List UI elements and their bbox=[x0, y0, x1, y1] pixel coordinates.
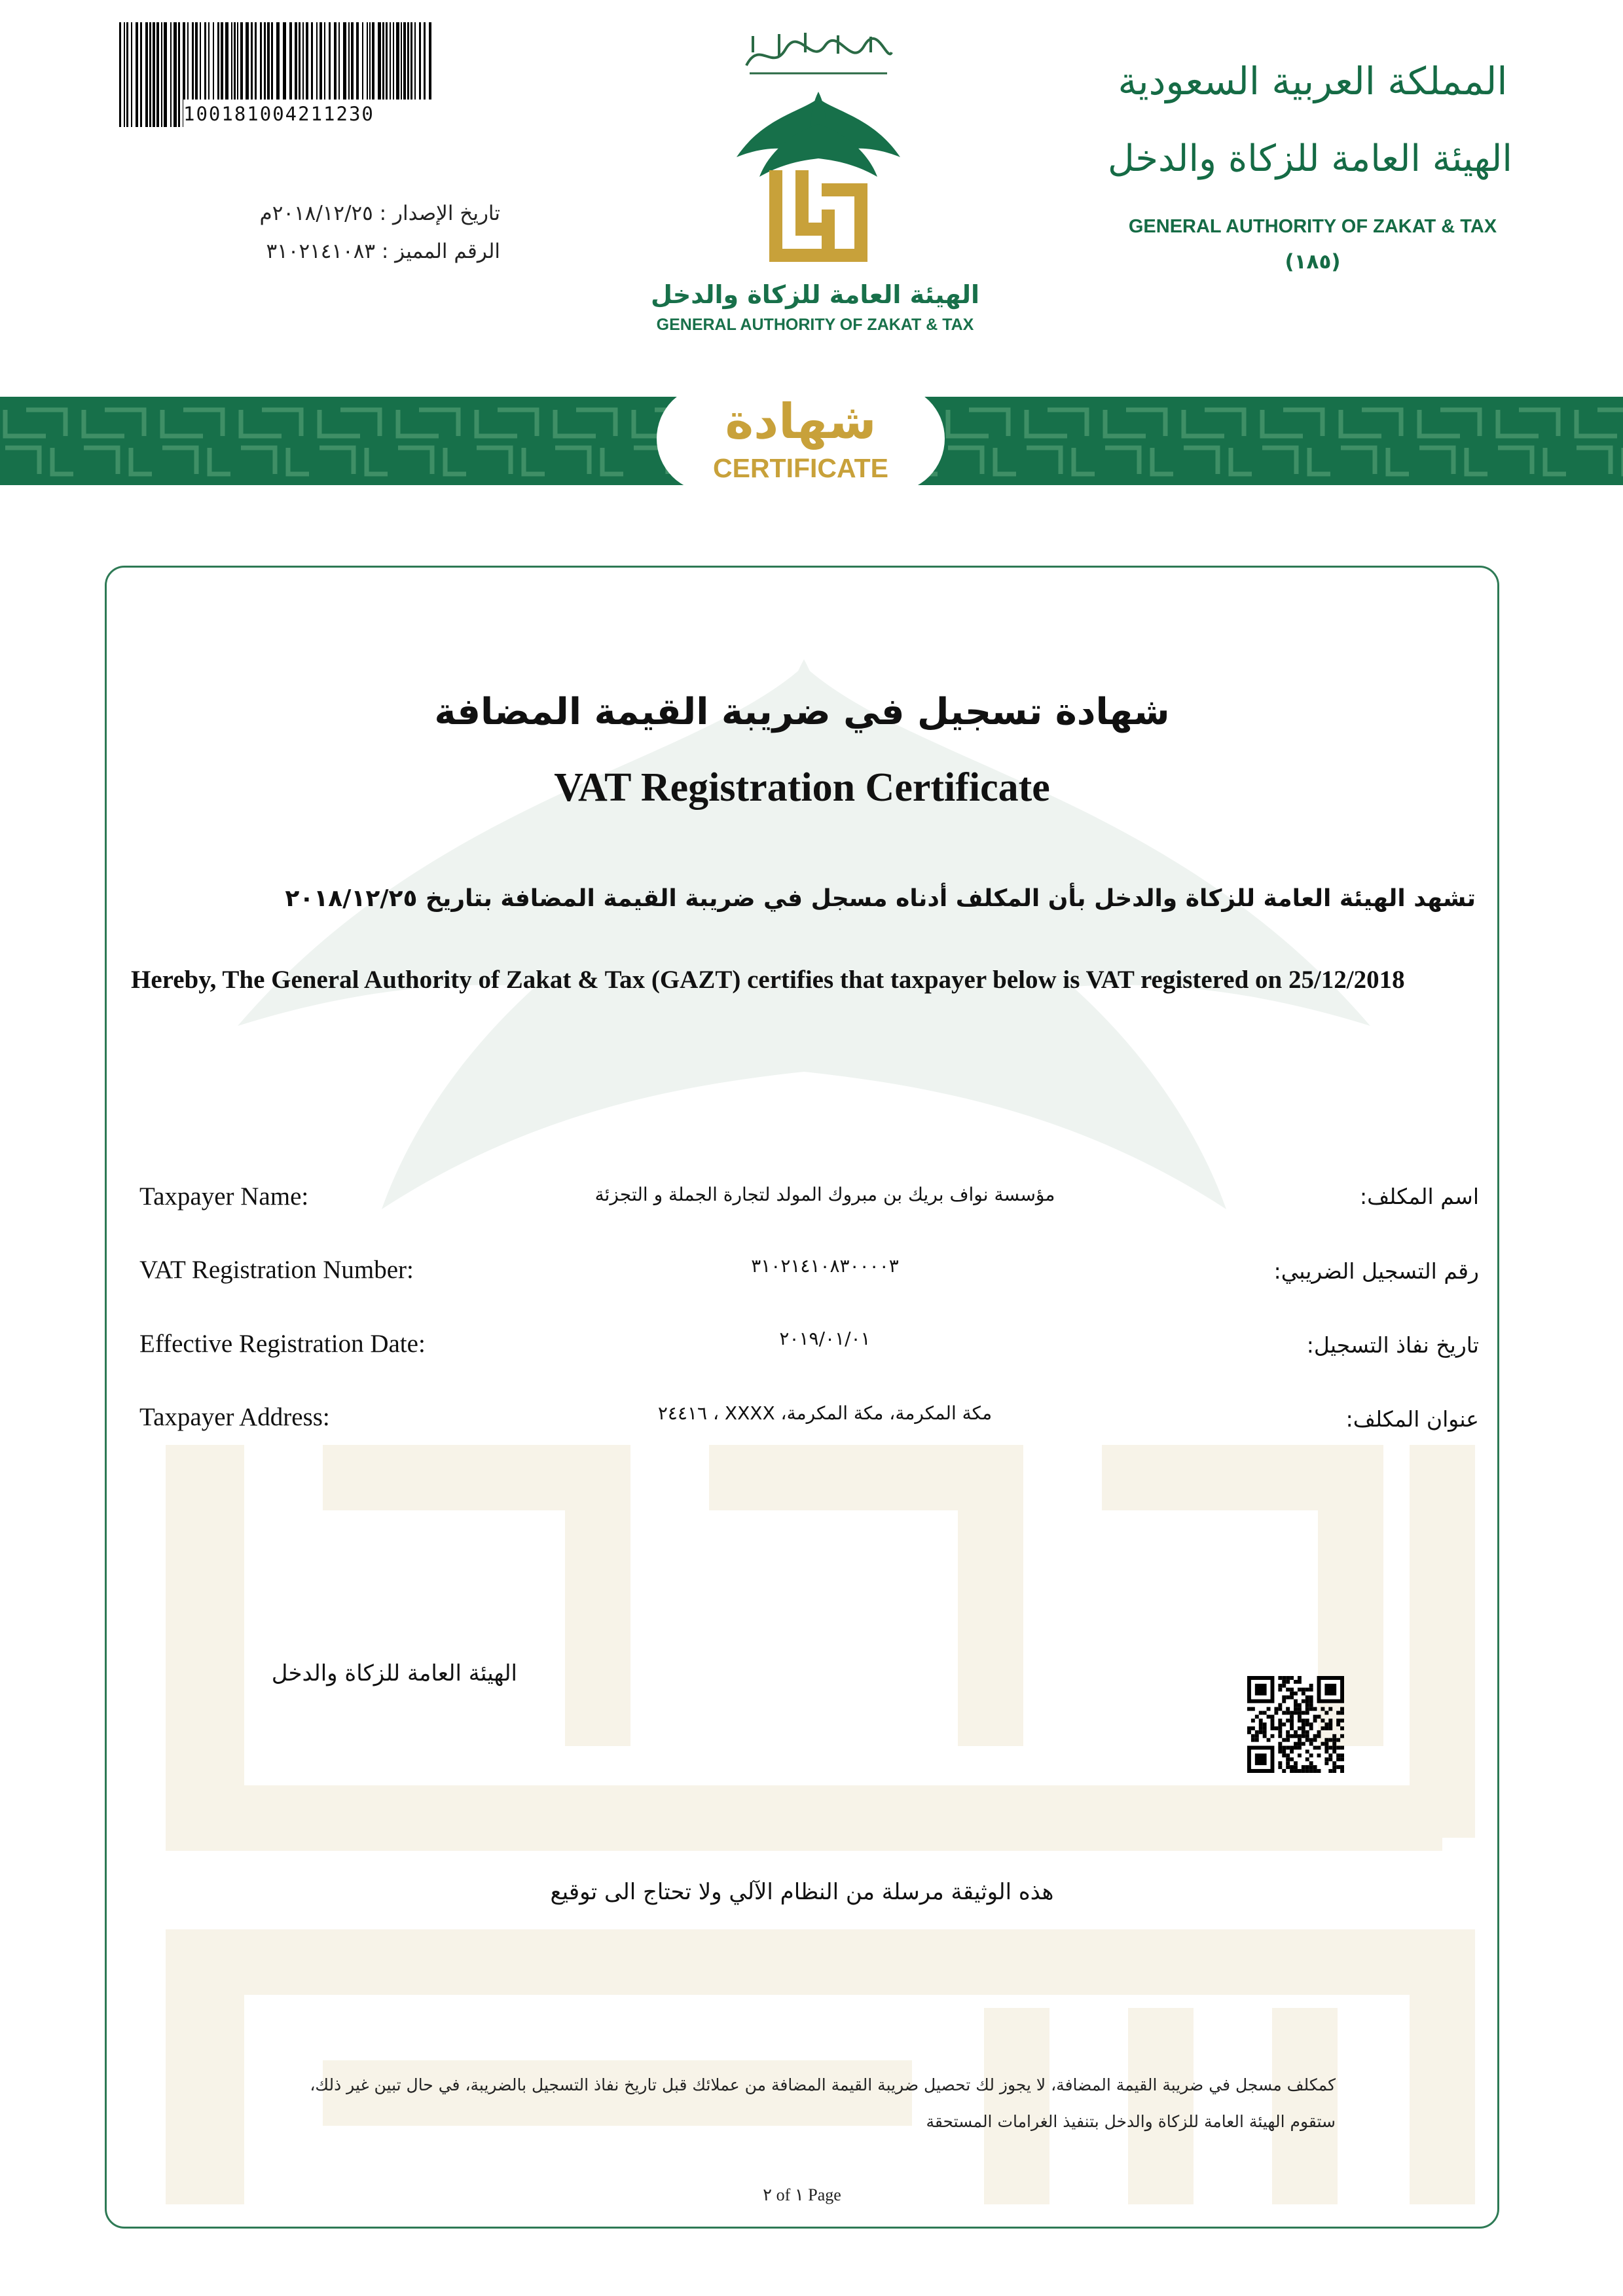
center-logo-english: GENERAL AUTHORITY OF ZAKAT & TAX bbox=[656, 316, 974, 334]
authority-name-english: GENERAL AUTHORITY OF ZAKAT & TAX bbox=[1128, 216, 1497, 237]
statement-english: Hereby, The General Authority of Zakat & Tax (GAZT) certifies that taxpayer below is VAT registered on 25/12/2018 bbox=[131, 966, 1405, 994]
statement-arabic: تشهد الهيئة العامة للزكاة والدخل بأن المكلف أدناه مسجل في ضريبة القيمة المضافة بتاريخ ٢٠١٨/١٢/٢٥ bbox=[285, 885, 1476, 912]
footer-disclaimer: كمكلف مسجل في ضريبة القيمة المضافة، لا يجوز لك تحصيل ضريبة القيمة المضافة من عملائك قبل تاريخ نفاذ التسجيل بالضريبة، في حال تبين غير ذلك، ستقوم الهيئة العامة للزكاة والدخل بتنفيذ الغرامات المستحقة bbox=[310, 2075, 1336, 2131]
barcode-number: 100181004211230 bbox=[183, 100, 435, 128]
value-effective-date: ٢٠١٩/٠١/٠١ bbox=[779, 1328, 871, 1349]
unique-number: الرقم المميز : ٣١٠٢١٤١٠٨٣ bbox=[266, 240, 500, 263]
authority-code: (١٨٥) bbox=[1285, 250, 1341, 274]
banner-label-arabic: شهادة bbox=[725, 393, 877, 450]
label-vat-number-en: VAT Registration Number: bbox=[139, 1256, 414, 1284]
label-address-ar: عنوان المكلف: bbox=[1345, 1406, 1479, 1432]
banner-label-english: CERTIFICATE bbox=[712, 453, 888, 483]
automatic-system-note: هذه الوثيقة مرسلة من النظام الآلي ولا تحتاج الى توقيع bbox=[550, 1879, 1054, 1905]
label-vat-number-ar: رقم التسجيل الضريبي: bbox=[1273, 1258, 1479, 1284]
label-address-en: Taxpayer Address: bbox=[139, 1403, 330, 1431]
kingdom-name: المملكة العربية السعودية bbox=[1118, 59, 1508, 103]
watermark-emblem bbox=[107, 568, 1499, 2229]
issue-date: تاريخ الإصدار : ٢٠١٨/١٢/٢٥م bbox=[259, 202, 500, 225]
label-taxpayer-name-ar: اسم المكلف: bbox=[1360, 1184, 1479, 1209]
page-number: ٢ of ١ Page bbox=[763, 2185, 841, 2204]
palm-emblem-icon bbox=[723, 85, 913, 275]
qr-code-icon bbox=[1247, 1676, 1344, 1773]
center-logo-arabic: الهيئة العامة للزكاة والدخل bbox=[650, 280, 980, 309]
title-english: VAT Registration Certificate bbox=[554, 765, 1050, 810]
label-effective-date-ar: تاريخ نفاذ التسجيل: bbox=[1306, 1332, 1479, 1358]
title-arabic: شهادة تسجيل في ضريبة القيمة المضافة bbox=[434, 691, 1170, 733]
value-taxpayer-name: مؤسسة نواف بريك بن مبروك المولد لتجارة الجملة و التجزئة bbox=[594, 1184, 1055, 1205]
authority-signature: الهيئة العامة للزكاة والدخل bbox=[271, 1660, 517, 1686]
value-vat-number: ٣١٠٢١٤١٠٨٣٠٠٠٠٣ bbox=[751, 1255, 899, 1277]
basmala-calligraphy bbox=[740, 26, 897, 82]
value-address: مكة المكرمة، مكة المكرمة، XXXX ، ٢٤٤١٦ bbox=[657, 1402, 993, 1424]
label-taxpayer-name-en: Taxpayer Name: bbox=[139, 1182, 309, 1211]
certificate-frame bbox=[105, 566, 1499, 2229]
label-effective-date-en: Effective Registration Date: bbox=[139, 1330, 426, 1358]
authority-name-arabic: الهيئة العامة للزكاة والدخل bbox=[1107, 137, 1512, 180]
